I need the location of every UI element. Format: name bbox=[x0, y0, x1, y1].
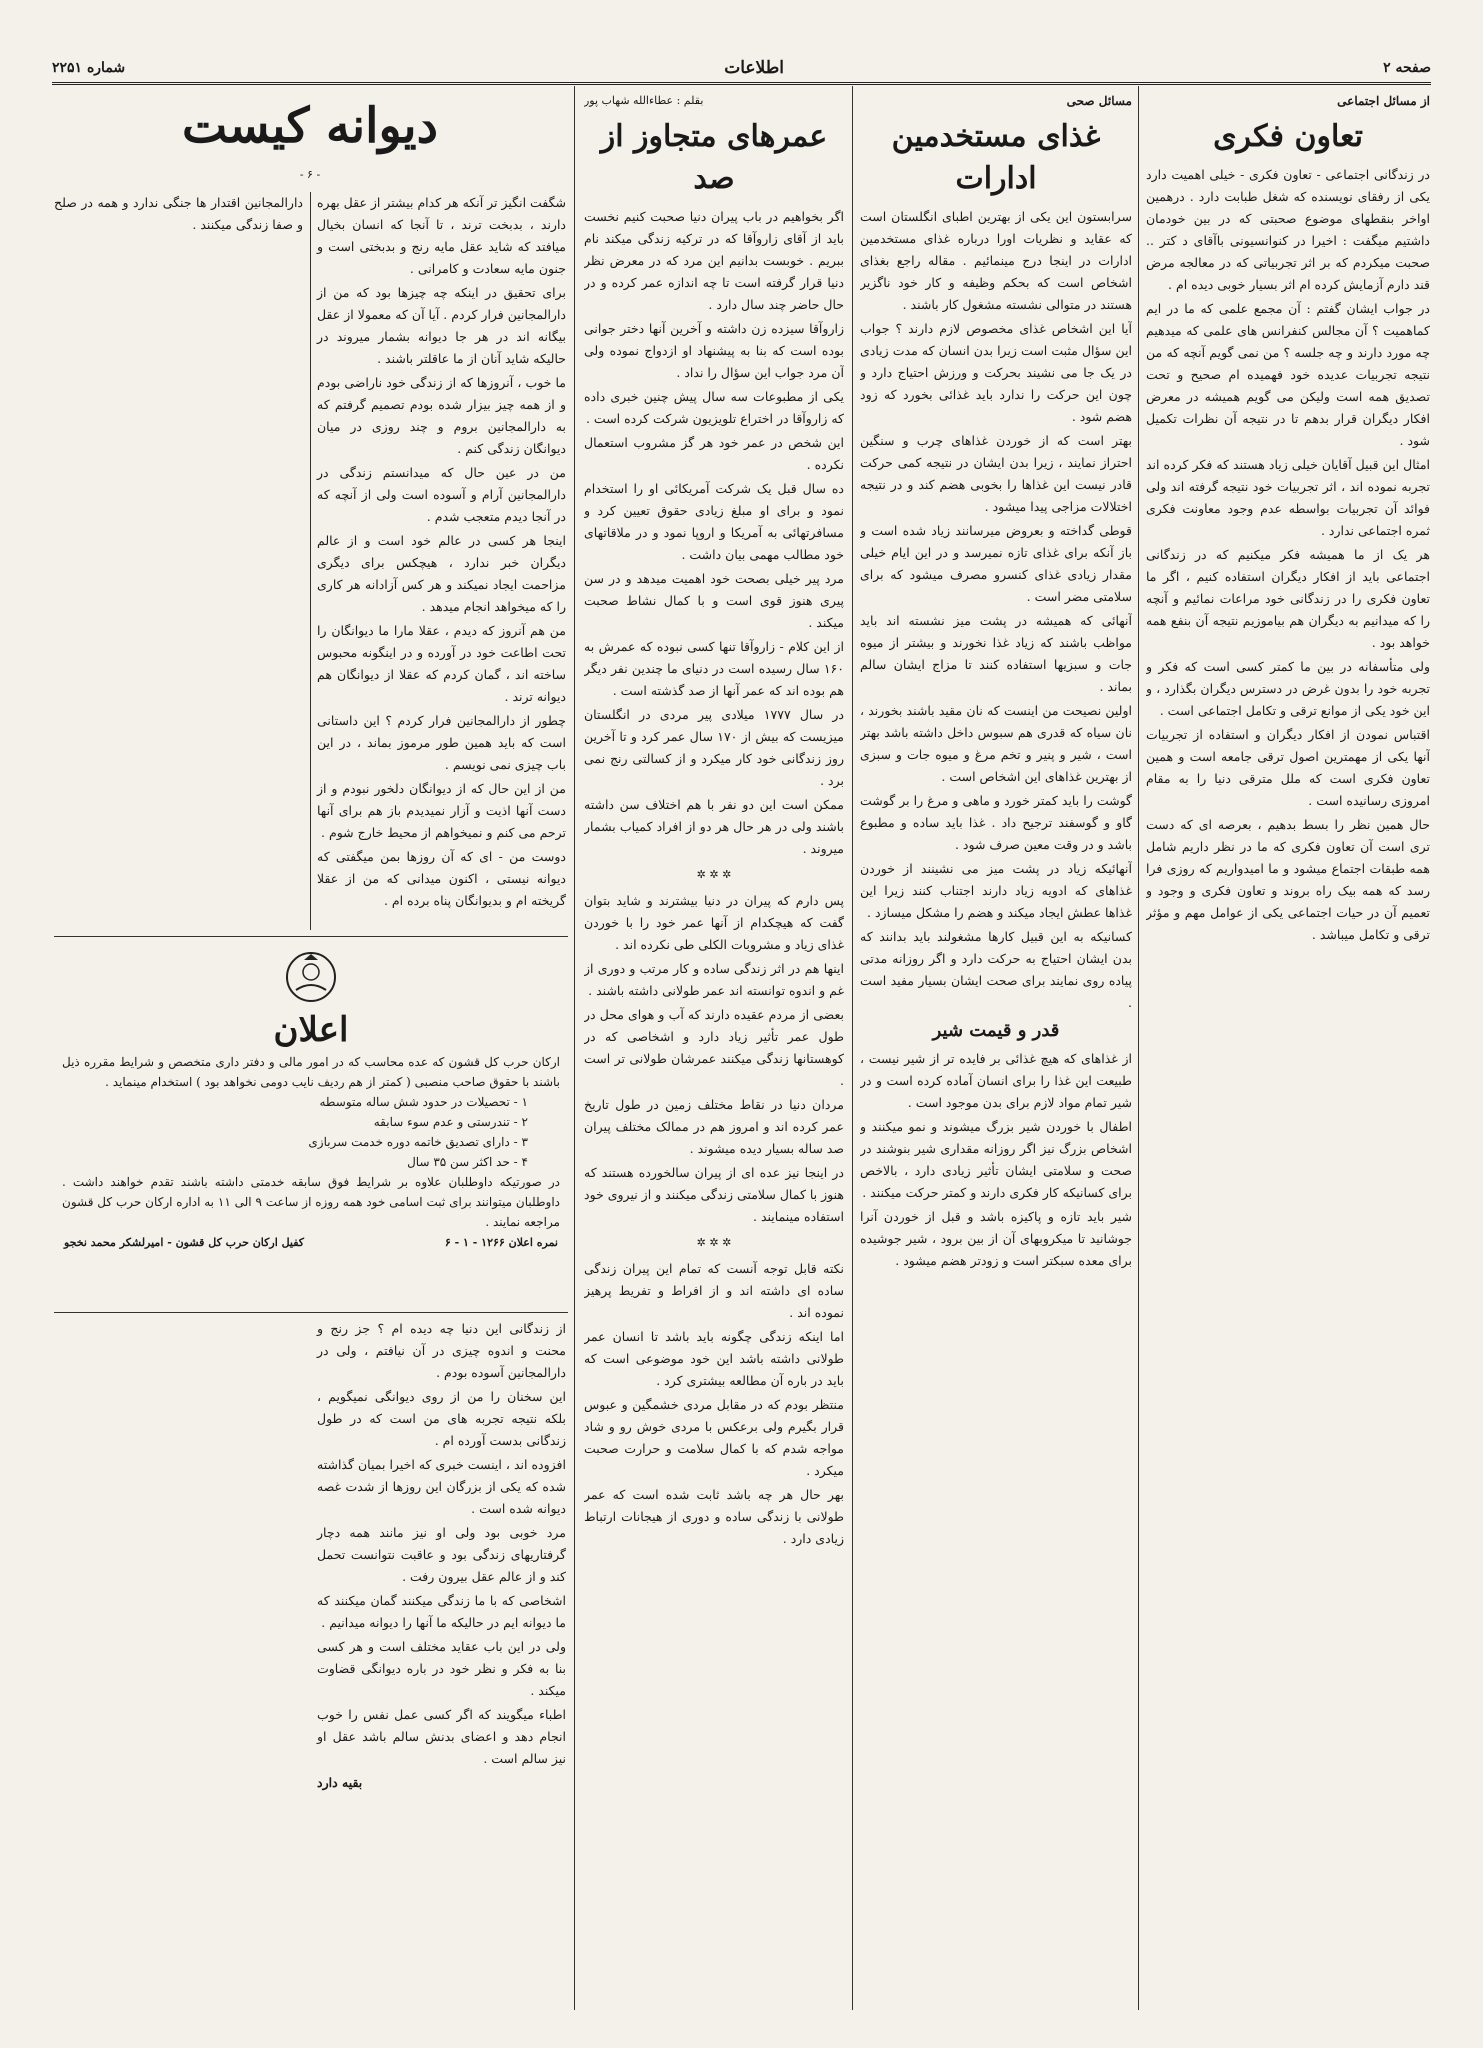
page-number: صفحه ۲ bbox=[1383, 60, 1431, 76]
column-longevity bbox=[584, 90, 844, 2008]
article-body bbox=[1146, 164, 1430, 946]
paragraph: سرابستون این یکی از بهترین اطبای انگلستان است که عقاید و نظریات اورا درباره غذای مستخدمین ادارات در اینجا درج مینمائیم . مقاله راجع بغذای اشخاص است که بحکم وظیفه و کار خود ناگزیر هستند در متوالی نشسته مشغول کار باشند . bbox=[860, 209, 1132, 312]
column-who-is-mad bbox=[54, 90, 566, 930]
separator-stars: ✲ ✲ ✲ bbox=[696, 1236, 732, 1249]
notice-number: نمره اعلان ۱۲۶۶ - ۱ - ۶ bbox=[444, 1236, 558, 1249]
paragraph: در جواب ایشان گفتم : آن مجمع علمی که ما در ایم کماهمیت ؟ آن مجالس کنفرانس های علمی که میدهیم چه مورد دارند و چه جلسه ؟ من نمی گویم آنچه که من نتیجه تجربیات عدیده خود فهمیده ام صحیح و تحت تصدیق همه است ولیکن می گویم همیشه در معرض افکار دیگران قرار بدهم تا در نتیجه آن نظرات تکمیل شود . bbox=[1146, 301, 1430, 448]
paragraph: من از این حال که از دیوانگان دلخور نبودم و از دست آنها اذیت و آزار نمیدیدم باز هم برای آنها ترحم می کنم و نمیخواهم از محیط خارج شوم . bbox=[317, 781, 566, 840]
paragraph: چطور از دارالمجانین فرار کردم ؟ این داستانی است که باید همین طور مرموز بماند ، در این باب چیزی نمی نویسم . bbox=[317, 713, 566, 772]
paragraph: اما اینکه زندگی چگونه باید باشد تا انسان عمر طولانی داشته باشد این خود موضوعی است که باید در باره آن مطالعه بیشتری کرد . bbox=[584, 1329, 844, 1388]
paragraph: کسانیکه به این قبیل کارها مشغولند باید بدانند که بدن ایشان احتیاج به حرکت دارد و اگر روزانه مدتی پیاده روی نمایند برای صحت ایشان بسیار مفید است . bbox=[860, 929, 1132, 1010]
paragraph: بهتر است که از خوردن غذاهای چرب و سنگین احتراز نمایند ، زیرا بدن ایشان در نتیجه کمی حرکت قادر نیست این غذاها را بخوبی هضم کند و در نتیجه اختلالات مزاجی پیدا میشود . bbox=[860, 433, 1132, 514]
paragraph: من در عین حال که میدانستم زندگی در دارالمجانین آرام و آسوده است ولی از آنچه که در آنجا دیدم متعجب شدم . bbox=[317, 465, 566, 524]
paragraph: در اینجا نیز عده ای از پیران سالخورده هستند که هنوز با کمال سلامتی زندگی میکنند و از نیروی خود استفاده مینمایند . bbox=[584, 1165, 844, 1224]
paragraph: مرد خوبی بود ولی او نیز مانند همه دچار گرفتاریهای زندگی بود و عاقبت نتوانست تحمل کند و از عالم عقل بیرون رفت . bbox=[317, 1525, 566, 1584]
notice-requirement: ۴ - حد اکثر سن ۳۵ سال bbox=[407, 1155, 528, 1169]
column-health bbox=[860, 90, 1132, 2008]
notice-footer bbox=[54, 1232, 568, 1253]
notice-body: ارکان حرب کل قشون که عده محاسب که در امور مالی و دفتر داری متخصص و شرایط مقرره ذیل باشند با حقوق صاحب منصبی ( کمتر از هم ردیف نایب دومی نخواهد بود ) استخدام مینماید . bbox=[62, 1055, 560, 1089]
paragraph: در زندگانی اجتماعی - تعاون فکری - خیلی اهمیت دارد یکی از رفقای نویسنده که شغل طبابت دارد . درهمین اواخر بنقطهای موضوع صحبتی که در بین خودمان داشتیم میگفت : اخیرا در کنوانسیونی باآقای د کتر .. صحبت میکردم که بر اثر تجربیاتی که در معالجه مرض قند دارم آزمایش کرده ام اثر بسیار خوبی دیده ام . bbox=[1146, 167, 1430, 292]
article-body-continued bbox=[54, 1318, 566, 2004]
section-label: از مسائل اجتماعی bbox=[1337, 94, 1430, 108]
paragraph: از زندگانی این دنیا چه دیده ام ؟ جز رنج و محنت و اندوه چیزی در آن نیافتم ، ولی در دارالمجانین آسوده بودم . bbox=[317, 1321, 566, 1380]
paragraph: منتظر بودم که در مقابل مردی خشمگین و عبوس قرار بگیرم ولی برعکس با مردی خوش رو و شاد مواجه شدم که با کمال سلامت و حرارت صحبت میکرد . bbox=[584, 1397, 844, 1478]
paragraph: نکته قابل توجه آنست که تمام این پیران زندگی ساده ای داشته اند و از افراط و تفریط پرهیز نموده اند . bbox=[584, 1261, 844, 1320]
paragraph: من هم آنروز که دیدم ، عقلا مارا ما دیوانگان را تحت اطاعت خود در آورده و در اینگونه محبوس ساخته اند ، گمان کردم که عقلا از دیوانگان هم دیوانه ترند . bbox=[317, 623, 566, 704]
notice-signature: کفیل ارکان حرب کل قشون - امیرلشکر محمد نخجو bbox=[64, 1236, 305, 1249]
paragraph: ممکن است این دو نفر با هم اختلاف سن داشته باشند ولی در هر حال هر دو از افراد کمیاب بشمار میروند . bbox=[584, 797, 844, 856]
column-social-issues bbox=[1146, 90, 1430, 2008]
paragraph: گوشت را باید کمتر خورد و ماهی و مرغ را بر گوشت گاو و گوسفند ترجیح داد . غذا باید ساده و مطبوع باشد و در وقت معین صرف شود . bbox=[860, 793, 1132, 852]
section-divider bbox=[54, 1312, 568, 1313]
installment-mark: - ۶ - bbox=[299, 168, 321, 181]
paragraph: دوست من - ای که آن روزها بمن میگفتی که دیوانه نیستی ، اکنون میدانی که من از عقلا گریخته ام و بدیوانگان پناه برده ام . bbox=[317, 849, 566, 908]
paragraph: آیا این اشخاص غذای مخصوص لازم دارند ؟ جواب این سؤال مثبت است زیرا بدن انسان که مدت زیادی در یک جا می نشیند بحرکت و ورزش احتیاج دارد و چون این حرکت را ندارد باید غذائی بخورد که زود هضم شود . bbox=[860, 321, 1132, 424]
paragraph: این سخنان را من از روی دیوانگی نمیگویم ، بلکه نتیجه تجربه های من است که در طول زندگانی بدست آورده ام . bbox=[317, 1389, 566, 1448]
paragraph: اینجا هر کسی در عالم خود است و از عالم دیگران خبر ندارد ، هیچکس برای دیگری مزاحمت ایجاد نمیکند و هر کس آزادانه هر کاری را که میخواهد انجام میدهد . bbox=[317, 533, 566, 614]
paragraph: اشخاصی که با ما زندگی میکنند گمان میکنند که ما دیوانه ایم در حالیکه ما آنها را دیوانه میدانیم . bbox=[317, 1593, 566, 1630]
paragraph: شگفت انگیز تر آنکه هر کدام بیشتر از عقل بهره دارند ، بدبخت ترند ، تا آنجا که انسان بخیال میافتد که شاید عقل مایه رنج و بدبختی است و جنون مایه سعادت و کامرانی . bbox=[317, 195, 566, 276]
paragraph: مرد پیر خیلی بصحت خود اهمیت میدهد و در سن پیری هنوز قوی است و با کمال نشاط صحبت میکند . bbox=[584, 571, 844, 630]
paragraph: ولی در این باب عقاید مختلف است و هر کسی بنا به فکر و نظر خود در باره دیوانگی قضاوت میکند . bbox=[317, 1639, 566, 1698]
notice-body-2: در صورتیکه داوطلبان علاوه بر شرایط فوق سابقه خدمتی داشته باشند تقدم خواهند داشت . داوطلبان میتوانند برای ثبت اسامی خود همه روزه از ساعت ۹ الی ۱۱ به اداره ارکان حرب کل قشون مراجعه نمایند . bbox=[62, 1175, 561, 1229]
article-title-who-is-mad: دیوانه کیست bbox=[182, 98, 438, 154]
subhead-milk-value: قدر و قیمت شیر bbox=[932, 1020, 1060, 1041]
article-title-centenarians: عمرهای متجاوز از صد bbox=[600, 119, 828, 196]
paragraph: آنهائی که همیشه در پشت میز نشسته اند باید مواظب باشند که زیاد غذا نخورند و بیشتر از میوه جات و سبزیها استفاده کنند تا مزاج ایشان سالم بماند . bbox=[860, 613, 1132, 694]
column-divider bbox=[1138, 86, 1139, 2010]
article-title-employee-food: غذای مستخدمین ادارات bbox=[891, 119, 1101, 196]
paragraph: دارالمجانین اقتدار ها جنگی ندارد و همه در صلح و صفا زندگی میکنند . bbox=[54, 195, 303, 232]
paragraph: یکی از مطبوعات سه سال پیش چنین خبری داده که زاروآقا در اختراع تلویزیون شرکت کرده است . bbox=[584, 389, 844, 426]
column-divider bbox=[574, 86, 575, 2010]
article-body bbox=[584, 206, 844, 1550]
paragraph: قوطی گداخته و بعروض میرسانند زیاد شده است و باز آنکه برای غذای تازه نمیرسد و در این ایام خیلی مقدار زیادی غذای کنسرو مصرف میشود که برای سلامتی مضر است . bbox=[860, 523, 1132, 604]
paragraph: زاروآقا سیزده زن داشته و آخرین آنها دختر جوانی بوده است که بنا به پیشنهاد او ازدواج نموده ولی آن مرد جواب این سؤال را نداد . bbox=[584, 321, 844, 380]
notice-title: اعلان bbox=[273, 1010, 349, 1050]
running-head bbox=[52, 56, 1431, 80]
article-body bbox=[54, 192, 566, 930]
column-divider bbox=[852, 86, 853, 2010]
header-rule bbox=[52, 82, 1431, 85]
article-body bbox=[860, 206, 1132, 1014]
paragraph: از این کلام - زاروآقا تنها کسی نبوده که عمرش به ۱۶۰ سال رسیده است در دنیای ما چندین نفر دیگر هم بوده اند که عمر آنها از صد گذشته است . bbox=[584, 639, 844, 698]
paper-name: اطلاعات bbox=[724, 58, 784, 78]
paragraph: اقتباس نمودن از افکار دیگران و استفاده از تجربیات آنها یکی از مهمترین اصول ترقی جامعه است و همین تعاون فکری است که ملل مترقی دنیا را به مقام امروزی رسانیده است . bbox=[1146, 727, 1430, 808]
paragraph: افزوده اند ، اینست خبری که اخیرا بمیان گذاشته شده که یکی از بزرگان این روزها از شدت غصه دیوانه شده است . bbox=[317, 1457, 566, 1516]
column-who-is-mad-continued bbox=[54, 1318, 566, 2008]
paragraph: مردان دنیا در نقاط مختلف زمین در طول تاریخ عمر کرده اند و امروز هم در ممالک مختلف پیران صد ساله بسیار دیده میشوند . bbox=[584, 1097, 844, 1156]
paragraph: برای تحقیق در اینکه چه چیزها بود که من از دارالمجانین فرار کردم . آیا آن که معمولا از عقل بیگانه اند در هر جا دیوانه بشمار میروند در حالیکه شاید آنان از ما عاقلتر باشند . bbox=[317, 285, 566, 366]
issue-number: شماره ۲۲۵۱ bbox=[52, 60, 126, 76]
paragraph: پس دارم که پیران در دنیا بیشترند و شاید بتوان گفت که هیچکدام از آنها عمر خود را با خوردن غذای زیاد و مشروبات الکلی طی نکرده اند . bbox=[584, 893, 844, 952]
notice-requirement: ۳ - دارای تصدیق خاتمه دوره خدمت سربازی bbox=[308, 1135, 528, 1149]
article-body-2 bbox=[860, 1048, 1132, 1272]
paragraph: امثال این قبیل آقایان خیلی زیاد هستند که فکر کرده اند تجربه نموده اند ، اثر تجربیات خود نتیجه گرفته اند ولی فوائد آن تجربیات بواسطه عدم وجود معاونت فکری ثمره اجتماعی ندارد . bbox=[1146, 457, 1430, 538]
byline: بقلم : عطاءالله شهاب پور bbox=[584, 94, 704, 107]
paragraph: ما خوب ، آنروزها که از زندگی خود ناراضی بودم و از همه چیز بیزار شده بودم تصمیم گرفتم که به دارالمجانین بروم و چند روزی در میان دیوانگان زندگی کنم . bbox=[317, 375, 566, 456]
paragraph: اطفال با خوردن شیر بزرگ میشوند و نمو میکنند و اشخاص بزرگ نیز اگر روزانه مقداری شیر بنوشند در صحت و سلامتی ایشان تأثیر زیادی دارد ، بالاخص برای کسانیکه کار فکری دارند و کمتر حرکت میکنند . bbox=[860, 1119, 1132, 1200]
paragraph: اینها هم در اثر زندگی ساده و کار مرتب و دوری از غم و اندوه توانسته اند عمر طولانی داشته باشند . bbox=[584, 961, 844, 998]
official-notice bbox=[54, 944, 568, 1308]
lion-and-sun-emblem-icon bbox=[284, 950, 338, 1004]
paragraph: ده سال قبل یک شرکت آمریکائی او را استخدام نمود و برای او مبلغ زیادی حقوق تعیین کرد و مسافرتهائی به آمریکا و اروپا نمود و در ملاقاتهای خود مطالب مهمی بیان داشت . bbox=[584, 481, 844, 562]
notice-requirement: ۲ - تندرستی و عدم سوء سابقه bbox=[373, 1115, 528, 1129]
paragraph: حال همین نظر را بسط بدهیم ، بعرصه ای که دست تری است آن تعاون فکری که ما در نظر داریم شامل همه طبقات اجتماع میشود و ما امیدواریم که روزی فرا رسد که همه بیک راه بروند و تعاون فکری و وجود و تعمیم آن در حیات اجتماعی یکی از عوامل مهم و مؤثر ترقی و تکامل میباشد . bbox=[1146, 817, 1430, 942]
paragraph: اطباء میگویند که اگر کسی عمل نفس را خوب انجام دهد و اعضای بدنش سالم باشد عقل او نیز سالم است . bbox=[317, 1707, 566, 1766]
paragraph: آنهائیکه زیاد در پشت میز می نشینند از خوردن غذاهای که ادویه زیاد دارند اجتناب کنند زیرا این غذاها عطش ایجاد میکند و هضم را مشکل میسازد . bbox=[860, 861, 1132, 920]
section-label: مسائل صحی bbox=[1066, 94, 1132, 108]
separator-stars: ✲ ✲ ✲ bbox=[696, 868, 732, 881]
paragraph: اولین نصیحت من اینست که نان مقید باشند بخورند ، نان سیاه که قدری هم سبوس داخل داشته باشد بهتر است ، شیر و پنیر و تخم مرغ و میوه جات و سبزی از بهترین غذاهای این اشخاص است . bbox=[860, 703, 1132, 784]
paragraph: در سال ۱۷۷۷ میلادی پیر مردی در انگلستان میزیست که بیش از ۱۷۰ سال عمر کرد و تا آخرین روز زندگانی خود کار میکرد و از کسالتی رنج نمی برد . bbox=[584, 707, 844, 788]
notice-requirement: ۱ - تحصیلات در حدود شش ساله متوسطه bbox=[319, 1095, 528, 1109]
paragraph: از غذاهای که هیچ غذائی بر فایده تر از شیر نیست ، طبیعت این غذا را برای انسان آماده کرده است و در شیر تمام مواد لازم برای بدن موجود است . bbox=[860, 1051, 1132, 1110]
paragraph: هر یک از ما همیشه فکر میکنیم که در زندگانی اجتماعی باید از افکار دیگران استفاده کنیم ، اگر ما تعاون فکری را در زندگانی خود مراعات نمائیم و آنچه را که میدانیم به دیگران هم بیاموزیم نتیجه آن بنفع همه خواهد بود . bbox=[1146, 547, 1430, 650]
section-divider bbox=[54, 936, 568, 937]
article-title-cooperation: تعاون فکری bbox=[1213, 119, 1363, 154]
paragraph: بهر حال هر چه باشد ثابت شده است که عمر طولانی با زندگی ساده و دوری از هیجانات ارتباط زیادی دارد . bbox=[584, 1487, 844, 1546]
paragraph: اگر بخواهیم در باب پیران دنیا صحبت کنیم نخست باید از آقای زاروآقا که در ترکیه زندگی میکند نام ببریم . خوبست بدانیم این مرد که در معرض نظر دنیا قرار گرفته است تا چه اندازه عمر کرده و در حال حاضر چند سال دارد . bbox=[584, 209, 844, 312]
paragraph: ولی متأسفانه در بین ما کمتر کسی است که فکر و تجربه خود را بدون غرض در دسترس دیگران بگذارد ، و این خود یکی از موانع ترقی و تکامل اجتماعی است . bbox=[1146, 659, 1430, 718]
paragraph: شیر باید تازه و پاکیزه باشد و قبل از خوردن آنرا جوشانید تا میکروبهای آن از بین برود ، شیر جوشیده برای معده سبکتر است و زودتر هضم میشود . bbox=[860, 1209, 1132, 1268]
paragraph: این شخص در عمر خود هر گز مشروب استعمال نکرده . bbox=[584, 435, 844, 472]
paragraph: بعضی از مردم عقیده دارند که آب و هوای محل در طول عمر تأثیر زیاد دارد و اشخاصی که در کوهستانها زندگی میکنند عمرشان طولانی تر است . bbox=[584, 1007, 844, 1088]
to-be-continued: بقیه دارد bbox=[317, 1775, 363, 1790]
